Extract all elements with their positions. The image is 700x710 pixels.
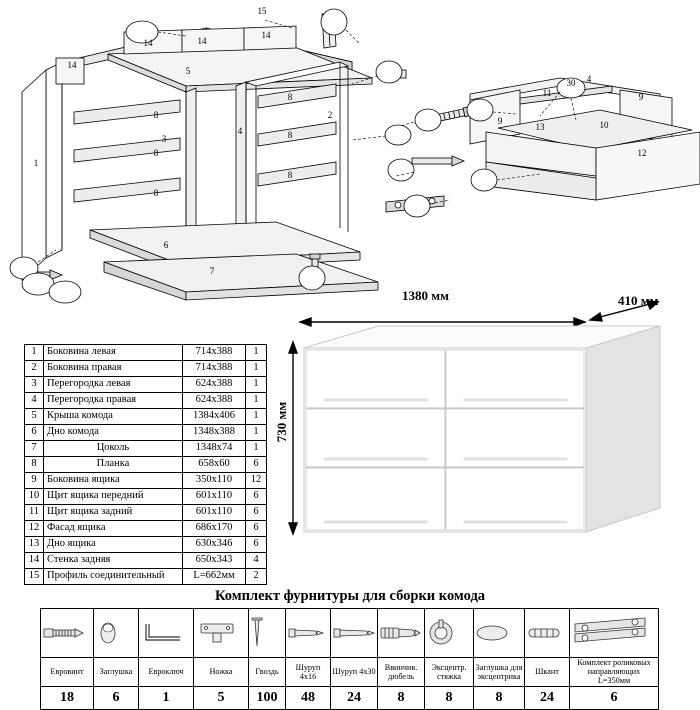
table-row [25,425,267,441]
part-dimension: 714x388 [183,361,246,377]
kit-item-count: 18 [41,686,94,709]
svg-text:14: 14 [143,38,153,48]
kit-item-count: 8 [474,686,525,709]
part-dimension: 658x60 [183,457,246,473]
svg-text:3: 3 [161,134,167,144]
part-number: 7 [25,441,44,457]
part-number: 10 [25,489,44,505]
svg-text:10: 10 [599,120,609,130]
part-name: Щит ящика передний [44,489,183,505]
product-svg [280,296,690,552]
part-dimension: 1348x388 [183,425,246,441]
part-dimension: 350x110 [183,473,246,489]
cam-lock-icon [425,609,474,658]
part-name: Боковина левая [44,345,183,361]
table-row [25,489,267,505]
part-name: Профиль соединительный [44,569,183,585]
part-quantity: 1 [246,425,267,441]
part-number: 3 [25,377,44,393]
kit-item-label: Эксцентр. стяжка [425,658,474,687]
part-dimension: 601x110 [183,489,246,505]
kit-item-count: 6 [94,686,139,709]
svg-text:15: 15 [257,6,267,16]
kit-item-label: Шкант [525,658,570,687]
part-quantity: 1 [246,361,267,377]
kit-item-label: Комплект роликовых направляющих L=350мм [570,658,659,687]
part-dimension: 714x388 [183,345,246,361]
part-quantity: 6 [246,489,267,505]
parts-list-table [24,344,267,585]
part-number: 12 [25,521,44,537]
svg-text:13: 13 [535,122,545,132]
width-dimension-label: 1380 мм [402,288,449,303]
part-dimension: 624x388 [183,377,246,393]
part-number: 9 [25,473,44,489]
svg-text:8: 8 [153,110,159,120]
part-quantity: 1 [246,377,267,393]
table-row [25,473,267,489]
svg-text:5: 5 [185,66,191,76]
part-name: Дно комода [44,425,183,441]
table-row [25,361,267,377]
kit-item-label: Шуруп 4х16 [286,658,331,687]
part-quantity: 6 [246,505,267,521]
kit-item-label: Ввинчив. дюбель [378,658,425,687]
svg-text:14: 14 [261,30,271,40]
svg-text:9: 9 [497,116,503,126]
svg-text:7: 7 [209,266,215,276]
svg-text:1: 1 [33,158,39,168]
part-quantity: 12 [246,473,267,489]
svg-text:8: 8 [287,170,293,180]
kit-item-count: 6 [570,686,659,709]
part-quantity: 4 [246,553,267,569]
allen-key-icon [139,609,194,658]
kit-item-label: Евроключ [139,658,194,687]
part-quantity: 6 [246,537,267,553]
part-number: 1 [25,345,44,361]
kit-item-label: Шуруп 4х30 [331,658,378,687]
hardware-kit-table [40,608,659,710]
svg-text:11: 11 [542,88,552,98]
part-name: Крыша комода [44,409,183,425]
part-number: 11 [25,505,44,521]
part-dimension: 601x110 [183,505,246,521]
part-number: 4 [25,393,44,409]
kit-item-count: 24 [331,686,378,709]
part-quantity: 6 [246,521,267,537]
kit-labels-row [41,658,659,687]
part-number: 5 [25,409,44,425]
kit-item-label: Заглушка для эксцентрика [474,658,525,687]
svg-text:9: 9 [638,92,644,102]
svg-text:8: 8 [287,92,293,102]
dowel-screw-icon [378,609,425,658]
part-name: Фасад ящика [44,521,183,537]
part-name: Боковина правая [44,361,183,377]
part-number: 2 [25,361,44,377]
table-row [25,441,267,457]
part-dimension: 650x343 [183,553,246,569]
kit-item-count: 5 [194,686,249,709]
exploded-assembly-diagram [0,0,700,310]
part-quantity: 1 [246,441,267,457]
part-dimension: L=662мм [183,569,246,585]
kit-item-count: 8 [425,686,474,709]
svg-text:8: 8 [153,188,159,198]
table-row [25,457,267,473]
part-dimension: 630x346 [183,537,246,553]
part-dimension: 1384x406 [183,409,246,425]
svg-text:6: 6 [163,240,169,250]
part-quantity: 1 [246,393,267,409]
kit-item-label: Гвоздь [249,658,286,687]
part-number: 14 [25,553,44,569]
screw-4x16-icon [286,609,331,658]
part-number: 13 [25,537,44,553]
svg-text:14: 14 [67,60,77,70]
part-quantity: 1 [246,345,267,361]
svg-text:14: 14 [197,36,207,46]
table-row [25,505,267,521]
part-quantity: 1 [246,409,267,425]
kit-item-count: 100 [249,686,286,709]
part-dimension: 624x388 [183,393,246,409]
svg-text:8: 8 [287,130,293,140]
svg-text:8: 8 [153,148,159,158]
dowel-icon [525,609,570,658]
part-name: Перегородка левая [44,377,183,393]
kit-item-label: Евровинт [41,658,94,687]
parts-table-body [25,345,267,585]
part-quantity: 2 [246,569,267,585]
kit-item-count: 24 [525,686,570,709]
kit-item-label: Заглушка [94,658,139,687]
table-row [25,393,267,409]
cam-cap-icon [474,609,525,658]
kit-counts-row [41,686,659,709]
part-quantity: 6 [246,457,267,473]
height-dimension-label: 730 мм [274,401,290,443]
part-name: Перегородка правая [44,393,183,409]
svg-text:4: 4 [586,74,592,84]
part-number: 8 [25,457,44,473]
table-row [25,377,267,393]
table-row [25,537,267,553]
part-name: Боковина ящика [44,473,183,489]
table-row [25,553,267,569]
part-name: Щит ящика задний [44,505,183,521]
svg-text:2: 2 [327,110,333,120]
part-name: Планка [44,457,183,473]
svg-text:4: 4 [237,126,243,136]
kit-icons-row [41,609,659,658]
euro-screw-icon [41,609,94,658]
part-number: 15 [25,569,44,585]
part-dimension: 686x170 [183,521,246,537]
kit-item-count: 48 [286,686,331,709]
product-dimension-view [274,288,690,552]
table-row [25,569,267,585]
screw-4x30-icon [331,609,378,658]
table-row [25,409,267,425]
kit-item-count: 1 [139,686,194,709]
svg-text:30: 30 [566,78,576,88]
foot-icon [194,609,249,658]
cap-icon [94,609,139,658]
kit-item-label: Ножка [194,658,249,687]
svg-text:12: 12 [637,148,647,158]
part-name: Цоколь [44,441,183,457]
part-name: Дно ящика [44,537,183,553]
assembly-svg [0,0,700,312]
part-number: 6 [25,425,44,441]
hardware-kit-title: Комплект фурнитуры для сборки комода [214,588,486,604]
drawer-slide-icon [570,609,659,658]
nail-icon [249,609,286,658]
table-row [25,345,267,361]
table-row [25,521,267,537]
depth-dimension-label: 410 мм [618,293,659,308]
kit-item-count: 8 [378,686,425,709]
part-dimension: 1348x74 [183,441,246,457]
part-name: Стенка задняя [44,553,183,569]
